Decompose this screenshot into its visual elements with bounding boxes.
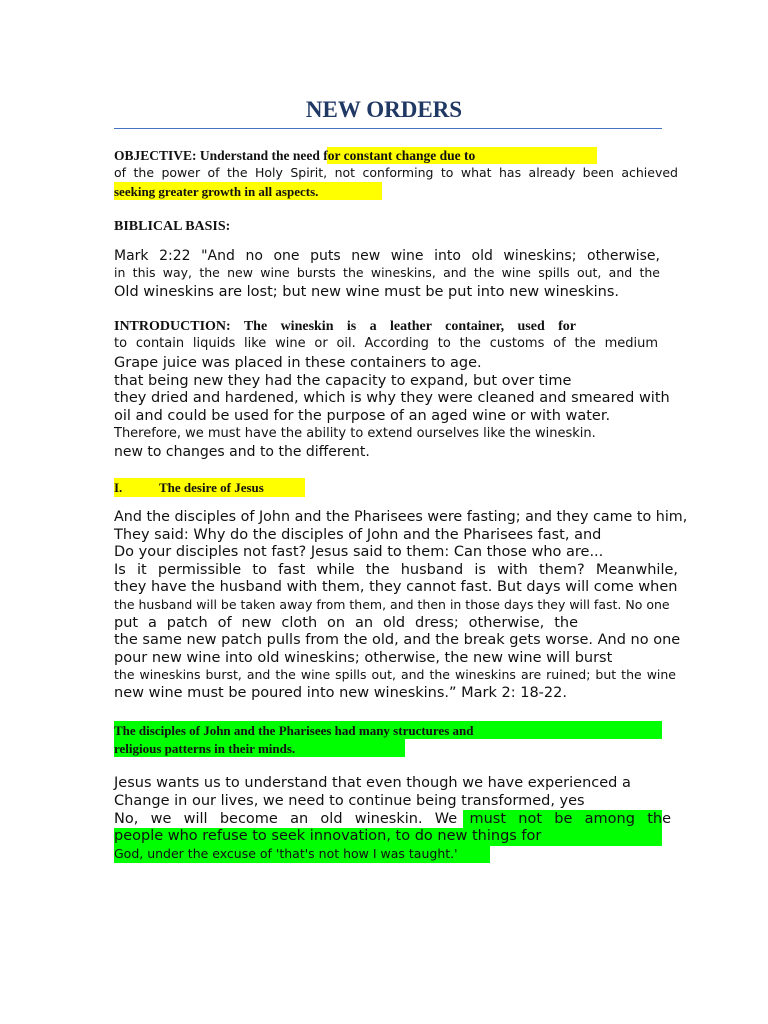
biblical-basis-heading: BIBLICAL BASIS:	[114, 219, 231, 234]
biblical-basis-line2: in this way, the new wine bursts the wineskins, and the wine spills out, and the	[114, 265, 660, 280]
closing-line4: people who refuse to seek innovation, to do new things for	[114, 828, 542, 844]
section-line: the wineskins burst, and the wine spills out, and the wineskins are ruined; but the wine	[114, 667, 676, 682]
biblical-basis-line3: Old wineskins are lost; but new wine must be put into new wineskins.	[114, 284, 620, 300]
section-line: Is it permissible to fast while the husband is with them? Meanwhile,	[114, 562, 678, 578]
closing-line2: Change in our lives, we need to continue being transformed, yes	[114, 793, 585, 809]
objective-label: OBJECTIVE:	[114, 148, 197, 163]
objective-line2: of the power of the Holy Spirit, not conforming to what has already been achieved	[114, 165, 678, 180]
section-line: Do your disciples not fast? Jesus said to them: Can those who are...	[114, 544, 604, 560]
introduction-line1	[114, 319, 576, 335]
note-line1: The disciples of John and the Pharisees had many structures and	[114, 723, 474, 738]
introduction-text: The wineskin is a leather container, used for	[243, 319, 577, 334]
section-line: They said: Why do the disciples of John and the Pharisees fast, and	[114, 527, 602, 543]
note-line2: religious patterns in their minds.	[114, 741, 296, 756]
section-line: pour new wine into old wineskins; otherwise, the new wine will burst	[114, 650, 613, 666]
introduction-line3: Grape juice was placed in these containers to age.	[114, 355, 482, 371]
section-heading: The desire of Jesus	[159, 480, 264, 495]
closing-line3: No, we will become an old wineskin. We must not be among the	[114, 811, 671, 827]
introduction-line4: that being new they had the capacity to expand, but over time	[114, 373, 572, 389]
objective-line3: seeking greater growth in all aspects.	[114, 184, 319, 199]
page-title: NEW ORDERS	[305, 97, 463, 122]
section-line: And the disciples of John and the Pharisees were fasting; and they came to him,	[114, 509, 688, 525]
title-underline	[114, 128, 662, 129]
biblical-basis-line1: Mark 2:22 "And no one puts new wine into old wineskins; otherwise,	[114, 248, 660, 264]
section-line: they have the husband with them, they cannot fast. But days will come when	[114, 579, 678, 595]
objective-text: Understand the need for constant change due to	[199, 148, 476, 163]
closing-line5: God, under the excuse of 'that's not how I was taught.'	[114, 846, 458, 861]
introduction-line7: Therefore, we must have the ability to extend ourselves like the wineskin.	[114, 426, 596, 441]
introduction-line5: they dried and hardened, which is why they were cleaned and smeared with	[114, 390, 670, 406]
section-line: the husband will be taken away from them, and then in those days they will fast. No one	[114, 597, 670, 612]
section-number: I.	[114, 480, 123, 495]
introduction-line2: to contain liquids like wine or oil. According to the customs of the medium	[114, 336, 658, 351]
objective-line1	[114, 148, 475, 164]
introduction-line6: oil and could be used for the purpose of an aged wine or with water.	[114, 408, 611, 424]
section-line: the same new patch pulls from the old, and the break gets worse. And no one	[114, 632, 681, 648]
introduction-line8: new to changes and to the different.	[114, 444, 370, 460]
section-line: put a patch of new cloth on an old dress; otherwise, the	[114, 615, 578, 631]
introduction-label: INTRODUCTION:	[114, 319, 231, 334]
closing-line1: Jesus wants us to understand that even though we have experienced a	[114, 775, 631, 791]
section-line: new wine must be poured into new wineskins.” Mark 2: 18-22.	[114, 685, 567, 701]
